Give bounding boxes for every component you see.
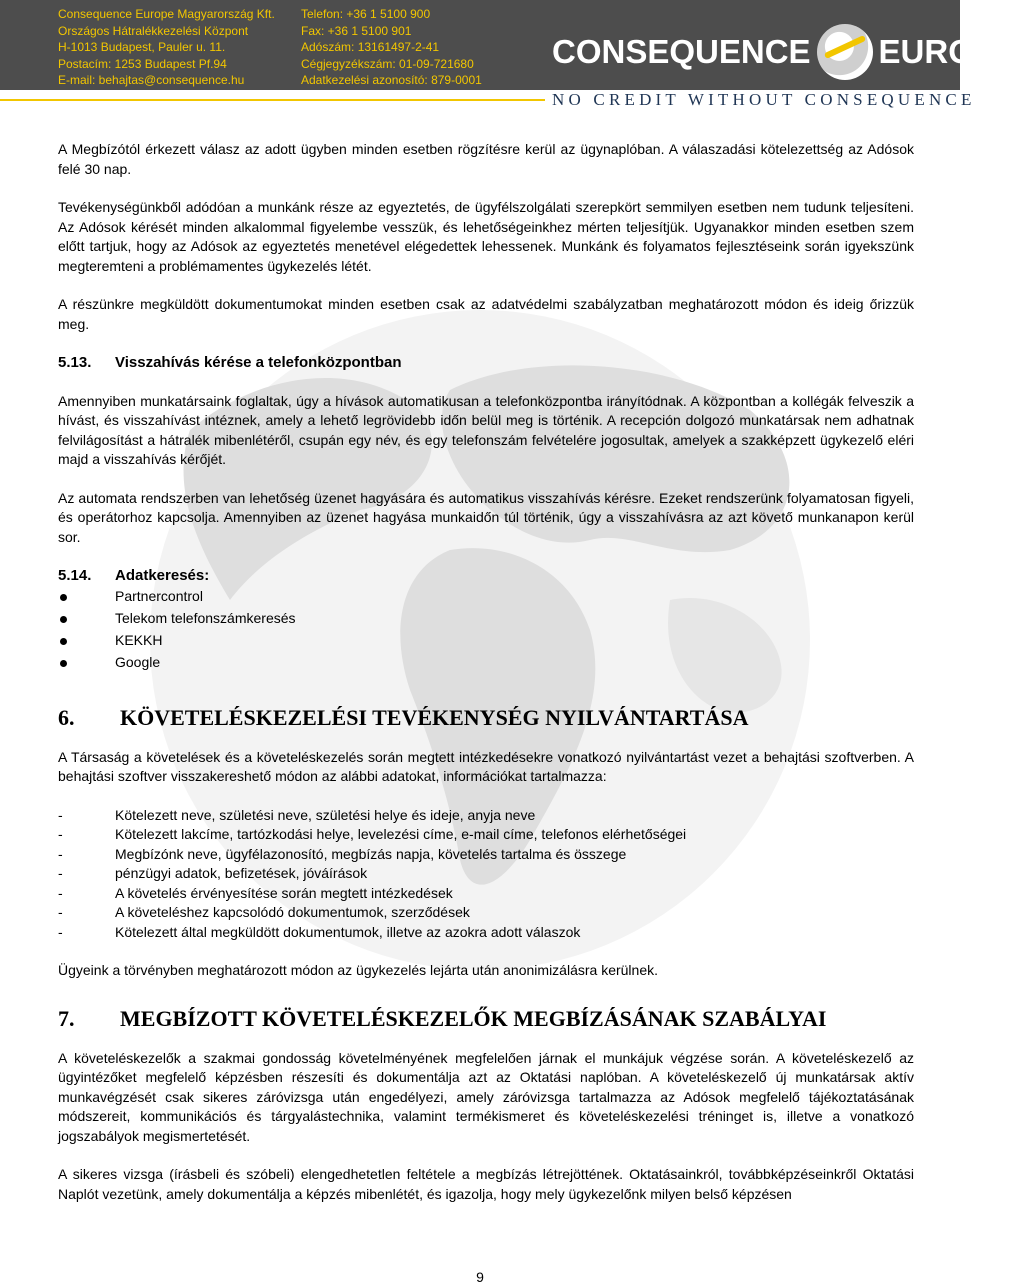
chapter-number: 7. xyxy=(58,1005,75,1031)
list-item: - A követelés érvényesítése során megtett intézkedések xyxy=(58,884,914,904)
postal-address: Postacím: 1253 Budapest Pf.94 xyxy=(58,56,227,71)
list-item: - pénzügyi adatok, befizetések, jóváírások xyxy=(58,864,914,884)
company-name: Consequence Europe Magyarország Kft. xyxy=(58,7,275,21)
logo-text-europe: EUROPE xyxy=(878,33,1018,70)
list-item-label: Kötelezett lakcíme, tartózkodási helye, levelezési címe, e-mail címe, telefonos elérhetőségei xyxy=(115,826,687,842)
chapter-heading-7 xyxy=(58,1005,914,1033)
bullet-icon xyxy=(58,609,115,629)
tax-number: Adószám: 13161497-2-41 xyxy=(301,40,440,54)
section-heading-5-14 xyxy=(58,566,914,586)
list-item-label: A követelés érvényesítése során megtett intézkedések xyxy=(115,884,453,901)
address: H-1013 Budapest, Pauler u. 11. xyxy=(58,40,226,54)
paragraph-exam: A sikeres vizsga (írásbeli és szóbeli) elengedhetetlen feltétele a megbízás létrejöttének. Oktatásainkról, továbbképzéseinkről Oktatási Naplót vezetünk, amely dokumentálja a képzés mibenlétét, és igazolja, hogy mely ügykezelőnk milyen belső képzésen xyxy=(58,1166,914,1202)
list-item: - Megbízónk neve, ügyfélazonosító, megbízás napja, követelés tartalma és összege xyxy=(58,845,914,865)
company-registration: Cégjegyzékszám: 01-09-721680 xyxy=(301,56,474,71)
letterhead xyxy=(0,0,1018,90)
chapter-heading-6 xyxy=(58,704,914,732)
list-item-label: Kötelezett neve, születési neve, születési helye és ideje, anyja neve xyxy=(115,806,536,823)
paragraph-callback-center: Amennyiben munkatársaink foglaltak, úgy a hívások automatikusan a telefonközpontba irányítódnak. A központban a kollégák felveszik a hívást, és visszahívást intéznek, amely a lehető legrövidebb időn belül meg is történik. A recepción dolgozó munkatársak nem adhatnak felvilágosítást a hátralék mibenlétéről, csupán egy név, és egy telefonszám felvételére jogosultak, amelyek a szakképzett ügykezelő eléri majd a visszahívás kérőjét. xyxy=(58,392,914,467)
page-number: 9 xyxy=(476,1269,484,1285)
list-item xyxy=(58,586,914,608)
list-item xyxy=(58,630,914,652)
section-number: 5.14. xyxy=(58,567,92,584)
list-item-label: KEKKH xyxy=(115,631,163,648)
list-item: - Kötelezett lakcíme, tartózkodási helye, levelezési címe, e-mail címe, telefonos elérhetőségei xyxy=(58,825,914,845)
list-item xyxy=(58,652,914,674)
list-item-label: Telekom telefonszámkeresés xyxy=(115,609,296,626)
bullet-icon xyxy=(58,587,115,607)
section-title: Adatkeresés: xyxy=(115,567,210,584)
section-number: 5.13. xyxy=(58,354,92,371)
section-title: Visszahívás kérése a telefonközpontban xyxy=(115,354,402,371)
paragraph-reply-recording: A Megbízótól érkezett válasz az adott ügyben minden esetben rögzítésre kerül az ügynaplóban. A válaszadási kötelezettség az Adósok felé 30 nap. xyxy=(58,141,914,177)
chapter-number: 6. xyxy=(58,704,75,730)
paragraph-training: A követeléskezelők a szakmai gondosság követelményének megfelelően járnak el munkájuk végzése során. A követeléskezelő az ügyintézőket megfelelő képzésben részesíti és dokumentálja azt az Oktatási naplóban. A követeléskezelő új munkatársak aktív munkavégzését csak sikeres záróvizsga után engedélyezi, amely záróvizsga tartalmazza az Adósok megfelelő tájékoztatásának módszereit, kommunikációs és tárgyalástechnika, valamint termékismeret és követeléskezelési tréninget is, illetve a vonatkozó jogszabályok megismertetését. xyxy=(58,1049,914,1144)
center-name: Országos Hátralékkezelési Központ xyxy=(58,23,249,38)
records-list xyxy=(58,806,914,943)
paragraph-anonymization: Ügyeink a törvényben meghatározott módon az ügykezelés lejárta után anonimizálásra kerülnek. xyxy=(58,962,659,978)
paragraph-records: A Társaság a követelések és a követeléskezelés során megtett intézkedésekre vonatkozó nyilvántartást vezet a behajtási szoftverben. A behajtási szoftver visszakereshető módon az alábbi adatokat, információkat tartalmazza: xyxy=(58,748,914,784)
paragraph-document-storage: A részünkre megküldött dokumentumokat minden esetben csak az adatvédelmi szabályzatban meghatározott módon és ideig őrizzük meg. xyxy=(58,296,914,332)
list-item xyxy=(58,608,914,630)
document-body xyxy=(58,140,914,1204)
paragraph-customer-service: Tevékenységünkből adódóan a munkánk része az egyeztetés, de ügyfélszolgálati szerepkört semmilyen esetben nem tudunk teljesíteni. Az Adósok kérését minden alkalommal figyelembe vesszük, és lehetőségeinkhez mérten teljesítjük. Ugyanakkor minden esetben szem előtt tartjuk, hogy az Adósok az egyeztetés menetével elégedettek lehessenek. Munkánk és folyamatos fejlesztéseink során igyekszünk megteremteni a problémamentes ügykezelés létét. xyxy=(58,199,914,274)
logo-text-consequence: CONSEQUENCE xyxy=(552,33,811,70)
bullet-icon xyxy=(58,653,115,673)
chapter-title: KÖVETELÉSKEZELÉSI TEVÉKENYSÉG NYILVÁNTARTÁSA xyxy=(120,704,749,730)
list-item: - A követeléshez kapcsolódó dokumentumok, szerződések xyxy=(58,903,914,923)
tagline: NO CREDIT WITHOUT CONSEQUENCE xyxy=(552,90,976,109)
list-item-label: pénzügyi adatok, befizetések, jóváírások xyxy=(115,865,368,881)
data-processing-id: Adatkezelési azonosító: 879-0001 xyxy=(301,73,482,87)
list-item-label: Kötelezett által megküldött dokumentumok, illetve az azokra adott válaszok xyxy=(115,923,581,940)
contact-info xyxy=(301,6,482,89)
paragraph-automated-system: Az automata rendszerben van lehetőség üzenet hagyására és automatikus visszahívás kérésre. Ezeket rendszerünk folyamatosan figyeli, és operátorhoz kapcsolja. Amennyiben az üzenet hagyása munkaidőn túl történik, úgy a visszahívásra az azt követő munkanapon kerül sor. xyxy=(58,489,914,545)
section-heading-5-13 xyxy=(58,353,914,373)
bullet-icon xyxy=(58,631,115,651)
list-item-label: Google xyxy=(115,653,161,670)
list-item-label: Partnercontrol xyxy=(115,587,203,604)
company-logo xyxy=(552,24,1018,80)
chapter-title: MEGBÍZOTT KÖVETELÉSKEZELŐK MEGBÍZÁSÁNAK SZABÁLYAI xyxy=(120,1005,827,1031)
data-search-list xyxy=(58,586,914,674)
company-info xyxy=(58,6,275,89)
email: E-mail: behajtas@consequence.hu xyxy=(58,73,245,87)
globe-icon xyxy=(817,24,873,80)
phone: Telefon: +36 1 5100 900 xyxy=(301,7,431,21)
list-item: - Kötelezett neve, születési neve, születési helye és ideje, anyja neve xyxy=(58,806,914,826)
fax: Fax: +36 1 5100 901 xyxy=(301,23,412,38)
list-item-label: A követeléshez kapcsolódó dokumentumok, szerződések xyxy=(115,904,470,920)
list-item: - Kötelezett által megküldött dokumentumok, illetve az azokra adott válaszok xyxy=(58,923,914,943)
list-item-label: Megbízónk neve, ügyfélazonosító, megbízás napja, követelés tartalma és összege xyxy=(115,845,627,862)
